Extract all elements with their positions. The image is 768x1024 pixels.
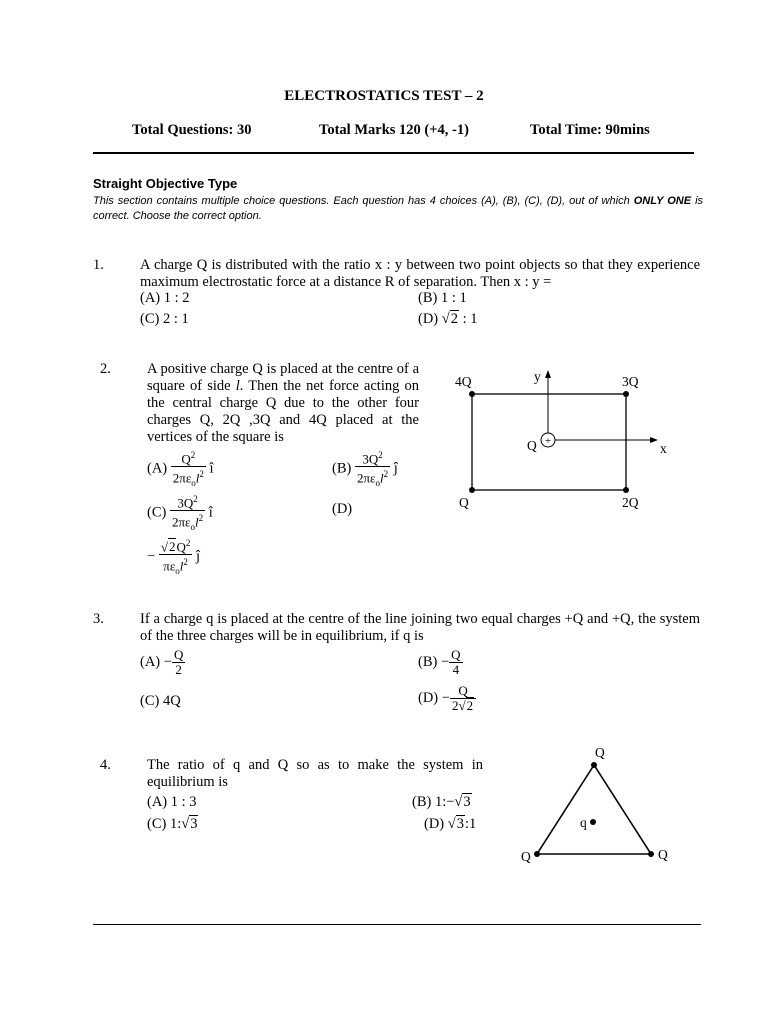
- question-4-option-d: (D) √3:1: [424, 816, 477, 832]
- triangle-outline: [537, 765, 651, 854]
- unit-j-hat: ĵ: [393, 460, 398, 477]
- question-1-option-b: (B) 1 : 1: [418, 290, 467, 306]
- option-c-fraction: $\frac{3Q^2}{2\pi\varepsilon_ol^2}$: [171, 494, 204, 533]
- question-3-option-a: (A) − $\frac{Q}{2}$: [140, 647, 184, 677]
- option-c-label: (C): [147, 504, 167, 521]
- section-title: Straight Objective Type: [93, 176, 238, 191]
- question-4-option-a: (A) 1 : 3: [147, 794, 197, 810]
- question-2-option-a: [147, 448, 214, 490]
- question-1-option-c: (C) 2 : 1: [140, 311, 189, 327]
- question-1-option-d: (D) √2 : 1: [418, 311, 478, 327]
- question-2-option-d: − $\frac{√2Q^2}{\pi\varepsilon_ol^2}$ ĵ: [147, 538, 200, 577]
- header-divider: [93, 152, 694, 154]
- label-right: Q: [658, 847, 668, 862]
- question-1-number: 1.: [93, 257, 104, 273]
- question-2-text: [147, 361, 419, 446]
- vertex-charge-top: [591, 762, 597, 768]
- label-top: Q: [595, 745, 605, 760]
- total-time: Total Time: 90mins: [530, 122, 650, 138]
- unit-i-hat: î: [208, 504, 213, 521]
- question-1-text: A charge Q is distributed with the ratio x : y between two point objects so that they experience maximum electrostatic force at a distance R of separation. Then x : y =: [140, 257, 700, 290]
- vertex-charge-tl: [469, 391, 475, 397]
- question-2-text-part2: . Then the net force acting on the central charge Q due to the other four charges Q, 2Q ,3Q and 4Q placed at the vertices of the square is: [147, 378, 420, 445]
- triangle-charges-diagram: [515, 740, 685, 875]
- question-3-option-b: (B) − $\frac{Q}{4}$: [418, 647, 461, 677]
- question-4-option-c: (C) 1:√3: [147, 816, 198, 832]
- y-axis-arrow: [545, 370, 551, 378]
- section-instructions: [93, 194, 703, 223]
- option-d-label: (D): [418, 311, 439, 327]
- vertex-charge-tr: [623, 391, 629, 397]
- square-charges-diagram: [450, 362, 680, 522]
- option-d-fraction: $\frac{√2Q^2}{\pi\varepsilon_ol^2}$: [160, 538, 191, 577]
- plus-sign: +: [544, 435, 552, 447]
- label-x: x: [660, 441, 667, 456]
- option-d-root: 2: [450, 311, 458, 327]
- vertex-charge-br: [623, 487, 629, 493]
- question-4-option-b: (B) 1:−√3: [412, 794, 471, 810]
- question-4-text: The ratio of q and Q so as to make the system in equilibrium is: [147, 757, 483, 790]
- option-b-fraction: $\frac{3Q^2}{2\pi\varepsilon_ol^2}$: [356, 450, 389, 489]
- option-a-fraction: $\frac{Q^2}{2\pi\varepsilon_ol^2}$: [172, 450, 204, 489]
- option-d-tail: : 1: [458, 311, 478, 327]
- question-3-option-c: (C) 4Q: [140, 693, 181, 709]
- unit-j-hat: ĵ: [195, 548, 200, 565]
- label-center: q: [580, 815, 587, 830]
- option-b-label: (B): [332, 460, 352, 477]
- center-charge-q: [590, 819, 596, 825]
- total-questions: Total Questions: 30: [132, 122, 252, 138]
- total-marks: Total Marks 120 (+4, -1): [319, 122, 469, 138]
- label-left: Q: [521, 849, 531, 864]
- label-br: 2Q: [622, 495, 639, 510]
- question-2-text-part1: A positive charge Q is placed at the centre of a square of side: [147, 361, 419, 394]
- vertex-charge-right: [648, 851, 654, 857]
- question-3-option-d: (D) − $\frac{Q}{2√2}$: [418, 684, 476, 713]
- label-y: y: [534, 369, 541, 384]
- unit-i-hat: î: [209, 460, 214, 477]
- question-3-number: 3.: [93, 611, 104, 627]
- question-2-number: 2.: [100, 361, 111, 377]
- instructions-emphasis: ONLY ONE: [633, 195, 692, 207]
- label-center: Q: [527, 438, 537, 453]
- option-a-label: (A): [147, 460, 168, 477]
- vertex-charge-left: [534, 851, 540, 857]
- question-2-text-l: l: [235, 378, 240, 394]
- question-3-text: If a charge q is placed at the centre of the line joining two equal charges +Q and +Q, the system of the three charges will be in equilibrium, if q is: [140, 611, 700, 644]
- question-2-option-b: [332, 448, 398, 490]
- label-tl: 4Q: [455, 374, 472, 389]
- question-2-option-c: [147, 492, 213, 534]
- x-axis-arrow: [650, 437, 658, 443]
- instructions-part2: is correct. Choose the correct option.: [93, 195, 704, 222]
- label-tr: 3Q: [622, 374, 639, 389]
- vertex-charge-bl: [469, 487, 475, 493]
- question-1-option-a: (A) 1 : 2: [140, 290, 190, 306]
- page-title: ELECTROSTATICS TEST – 2: [284, 88, 484, 104]
- footer-divider: [93, 924, 701, 925]
- label-bl: Q: [459, 495, 469, 510]
- question-4-number: 4.: [100, 757, 111, 773]
- question-2-option-d-label: (D): [332, 501, 353, 517]
- instructions-part1: This section contains multiple choice questions. Each question has 4 choices (A), (B), (C), (D), out of which: [93, 195, 630, 207]
